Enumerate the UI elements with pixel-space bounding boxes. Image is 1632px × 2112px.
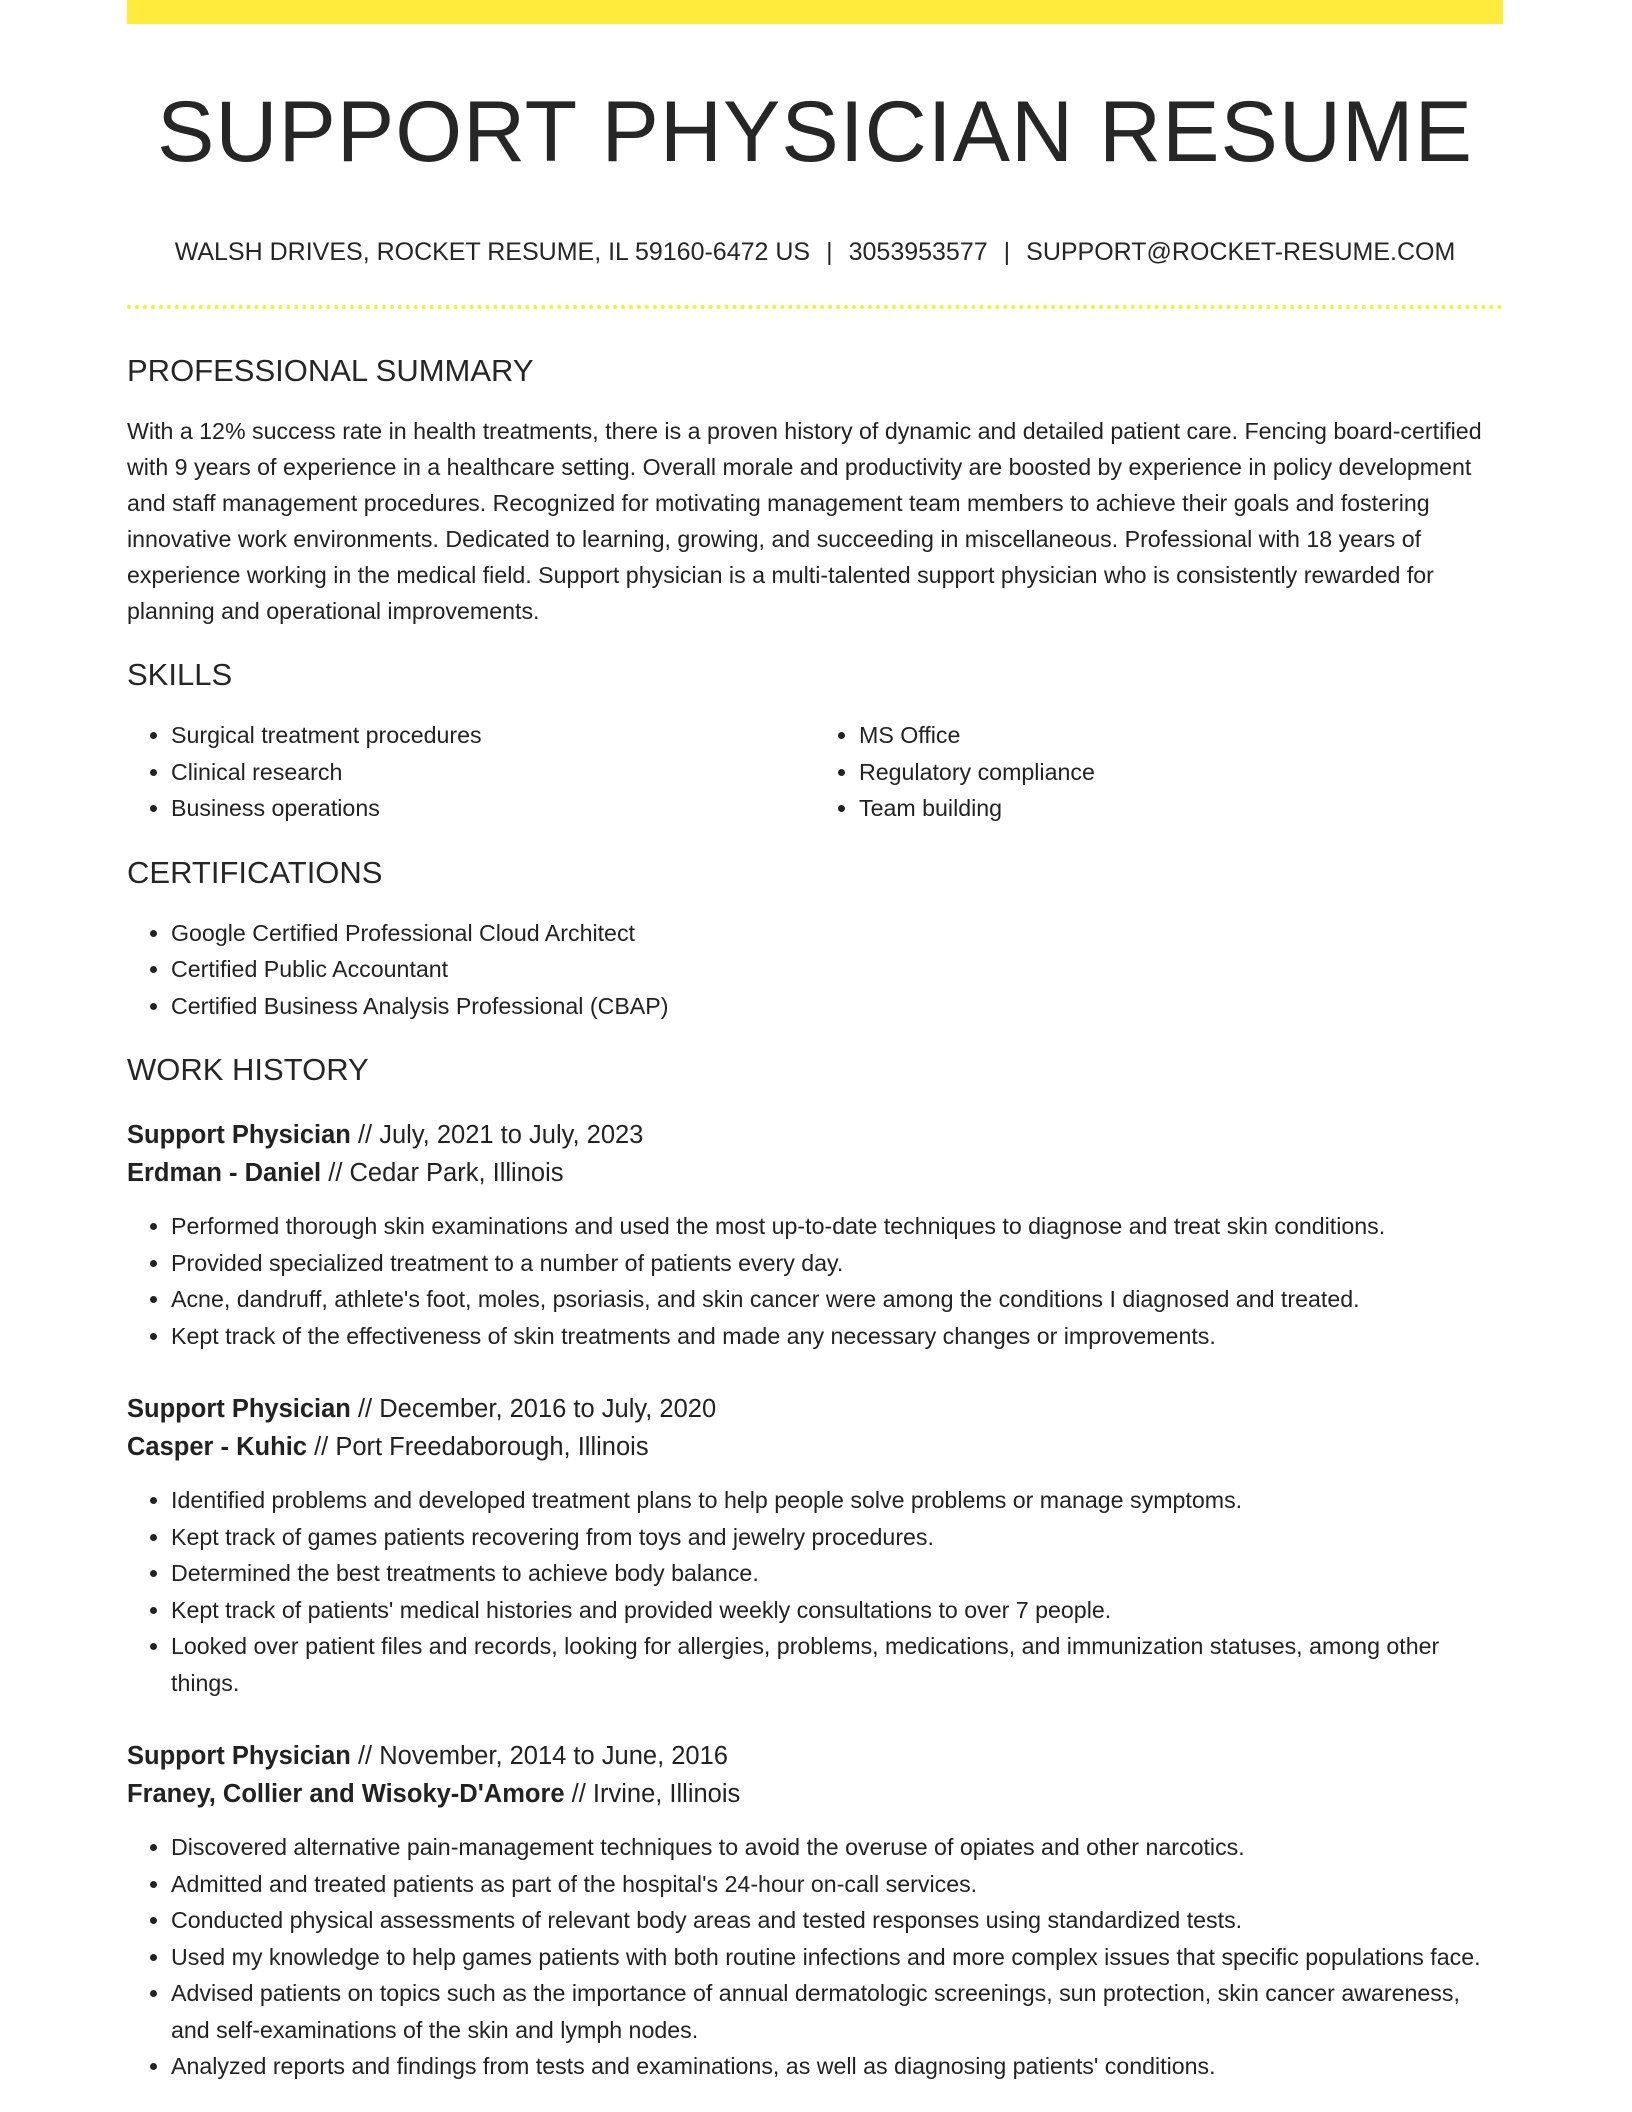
- job-entry: [127, 1737, 1503, 2085]
- job-company-line: [127, 1775, 1503, 1813]
- job-bullet: • Advised patients on topics such as the importance of annual dermatologic screenings, sun protection, skin cancer awareness, and self-examinations of the skin and lymph nodes.: [171, 1975, 1503, 2048]
- skill-item: • Clinical research: [171, 754, 815, 791]
- contact-phone: 3053953577: [848, 238, 988, 266]
- skill-item: • Regulatory compliance: [859, 754, 1503, 791]
- summary-text: With a 12% success rate in health treatments, there is a proven history of dynamic and detailed patient care. Fencing board-certified with 9 years of experience in a healthcare setting. Overall morale and productivity are boosted by experience in policy development and staff management procedures. Recognized for motivating management team members to achieve their goals and fostering innovative work environments. Dedicated to learning, growing, and succeeding in miscellaneous. Professional with 18 years of experience working in the medical field. Support physician is a multi-talented support physician who is consistently rewarded for planning and operational improvements.: [127, 418, 1482, 624]
- job-bullets: [127, 1482, 1503, 1701]
- job-title: Support Physician: [127, 1742, 351, 1770]
- skills-list-left: [127, 717, 815, 827]
- job-bullet: • Admitted and treated patients as part of the hospital's 24-hour on-call services.: [171, 1866, 1503, 1903]
- job-company: Erdman - Daniel: [127, 1159, 322, 1187]
- job-bullet: • Analyzed reports and findings from tests and examinations, as well as diagnosing patients' conditions.: [171, 2048, 1503, 2085]
- job-bullet: • Determined the best treatments to achieve body balance.: [171, 1555, 1503, 1592]
- job-company-line: [127, 1428, 1503, 1466]
- skills-section: [127, 655, 1503, 827]
- certification-item: • Certified Business Analysis Professional (CBAP): [171, 988, 1503, 1025]
- summary-heading: PROFESSIONAL SUMMARY: [127, 353, 534, 388]
- contact-separator: |: [826, 238, 833, 266]
- job-bullet: • Kept track of the effectiveness of skin treatments and made any necessary changes or improvements.: [171, 1318, 1503, 1355]
- job-bullet: • Performed thorough skin examinations and used the most up-to-date techniques to diagnose and treat skin conditions.: [171, 1208, 1503, 1245]
- job-bullets: [127, 1208, 1503, 1354]
- contact-address: WALSH DRIVES, ROCKET RESUME, IL 59160-6472 US: [174, 238, 811, 266]
- job-bullets: [127, 1829, 1503, 2085]
- job-location: // Cedar Park, Illinois: [328, 1159, 564, 1187]
- job-company: Franey, Collier and Wisoky-D'Amore: [127, 1780, 565, 1808]
- job-bullet: • Provided specialized treatment to a number of patients every day.: [171, 1245, 1503, 1282]
- job-bullet: • Discovered alternative pain-management techniques to avoid the overuse of opiates and other narcotics.: [171, 1829, 1503, 1866]
- certifications-heading: CERTIFICATIONS: [127, 854, 383, 890]
- certifications-section: [127, 853, 1503, 1025]
- summary-section: [127, 351, 1503, 629]
- dotted-divider: [127, 305, 1503, 309]
- certifications-list: [127, 915, 1503, 1025]
- job-location: // Irvine, Illinois: [571, 1780, 741, 1808]
- job-dates: // July, 2021 to July, 2023: [357, 1121, 644, 1149]
- contact-separator: |: [1003, 238, 1011, 266]
- job-company: Casper - Kuhic: [127, 1433, 307, 1461]
- top-accent-bar: [127, 0, 1503, 24]
- certification-item: • Certified Public Accountant: [171, 951, 1503, 988]
- page-title: SUPPORT PHYSICIAN RESUME: [157, 84, 1473, 180]
- job-title: Support Physician: [127, 1395, 351, 1423]
- skills-grid: [127, 695, 1503, 827]
- resume-page: [127, 0, 1503, 2085]
- certification-item: • Google Certified Professional Cloud Architect: [171, 915, 1503, 952]
- skill-item: • MS Office: [859, 717, 1503, 754]
- job-entry: [127, 1116, 1503, 1354]
- job-bullet: • Used my knowledge to help games patients with both routine infections and more complex issues that specific populations face.: [171, 1939, 1503, 1976]
- job-bullet: • Looked over patient files and records, looking for allergies, problems, medications, and immunization statuses, among other things.: [171, 1628, 1503, 1701]
- job-title-line: [127, 1737, 1503, 1775]
- job-bullet: • Conducted physical assessments of relevant body areas and tested responses using standardized tests.: [171, 1902, 1503, 1939]
- work-history-heading: WORK HISTORY: [127, 1052, 369, 1087]
- job-dates: // December, 2016 to July, 2020: [357, 1395, 717, 1423]
- work-history-section: [127, 1050, 1503, 2085]
- job-bullet: • Kept track of games patients recovering from toys and jewelry procedures.: [171, 1519, 1503, 1556]
- job-bullet: • Kept track of patients' medical histories and provided weekly consultations to over 7 people.: [171, 1592, 1503, 1629]
- contact-email: SUPPORT@ROCKET-RESUME.COM: [1026, 238, 1456, 266]
- skills-heading: SKILLS: [127, 657, 233, 692]
- job-entry: [127, 1390, 1503, 1701]
- job-dates: // November, 2014 to June, 2016: [357, 1742, 728, 1770]
- job-bullet: • Identified problems and developed treatment plans to help people solve problems or manage symptoms.: [171, 1482, 1503, 1519]
- skill-item: • Business operations: [171, 790, 815, 827]
- job-company-line: [127, 1154, 1503, 1192]
- job-title-line: [127, 1390, 1503, 1428]
- skills-list-right: [815, 717, 1503, 827]
- contact-line: [127, 236, 1503, 268]
- skill-item: • Team building: [859, 790, 1503, 827]
- job-title-line: [127, 1116, 1503, 1154]
- skill-item: • Surgical treatment procedures: [171, 717, 815, 754]
- job-title: Support Physician: [127, 1121, 351, 1149]
- job-bullet: • Acne, dandruff, athlete's foot, moles, psoriasis, and skin cancer were among the conditions I diagnosed and treated.: [171, 1281, 1503, 1318]
- job-location: // Port Freedaborough, Illinois: [314, 1433, 649, 1461]
